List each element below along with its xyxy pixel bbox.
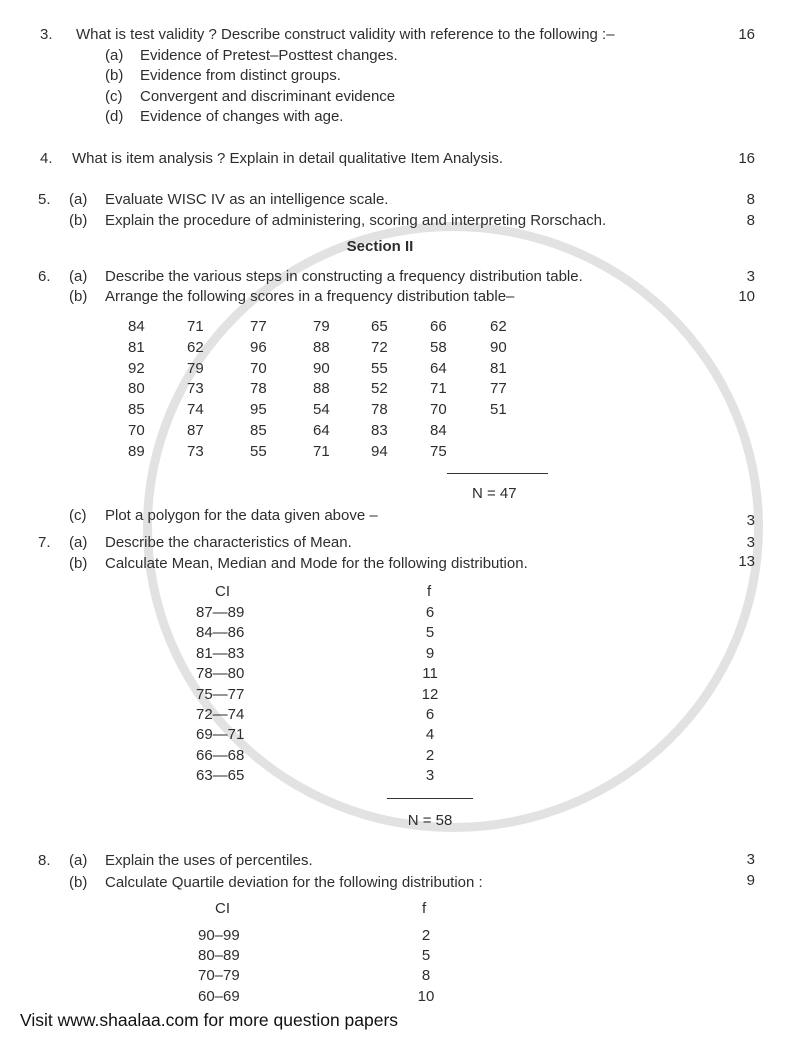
class-interval-cell: 72—74 xyxy=(196,706,245,723)
marks: 3 xyxy=(746,851,755,868)
score-cell: 51 xyxy=(490,401,507,418)
question-text: What is test validity ? Describe construct validity with reference to the following :– xyxy=(76,26,615,43)
score-cell: 73 xyxy=(187,443,204,460)
marks: 13 xyxy=(738,553,755,570)
score-cell: 77 xyxy=(250,318,267,335)
score-cell: 90 xyxy=(313,360,330,377)
class-interval-cell: 90–99 xyxy=(198,927,240,944)
item-label: (c) xyxy=(69,507,87,524)
marks: 16 xyxy=(738,150,755,167)
score-cell: 73 xyxy=(187,380,204,397)
score-cell: 54 xyxy=(313,401,330,418)
score-cell: 64 xyxy=(313,422,330,439)
score-cell: 80 xyxy=(128,380,145,397)
item-text: Calculate Mean, Median and Mode for the following distribution. xyxy=(105,555,528,572)
score-cell: 74 xyxy=(187,401,204,418)
item-label: (b) xyxy=(69,874,88,891)
item-label: (a) xyxy=(69,191,88,208)
score-cell: 87 xyxy=(187,422,204,439)
score-cell: 79 xyxy=(187,360,204,377)
score-cell: 92 xyxy=(128,360,145,377)
score-cell: 81 xyxy=(128,339,145,356)
score-cell: 95 xyxy=(250,401,267,418)
item-text: Plot a polygon for the data given above – xyxy=(105,507,378,524)
score-cell: 79 xyxy=(313,318,330,335)
class-interval-cell: 81—83 xyxy=(196,644,245,662)
question-text: What is item analysis ? Explain in detail qualitative Item Analysis. xyxy=(72,150,504,167)
frequency-cell: 6 xyxy=(425,604,435,621)
score-cell: 71 xyxy=(187,318,204,335)
question-number: 6. xyxy=(38,268,51,285)
score-cell: 84 xyxy=(430,422,447,439)
frequency-cell: 4 xyxy=(425,726,435,744)
frequency-cell: 5 xyxy=(421,947,431,965)
class-interval-cell: 75—77 xyxy=(196,685,245,703)
question-number: 7. xyxy=(38,534,51,551)
score-cell: 85 xyxy=(128,401,145,418)
score-cell: 94 xyxy=(371,443,388,460)
score-cell: 88 xyxy=(313,339,330,356)
score-cell: 78 xyxy=(250,380,267,397)
class-interval-cell: 63—65 xyxy=(196,767,245,785)
item-text: Explain the procedure of administering, scoring and interpreting Rorschach. xyxy=(105,212,607,229)
score-cell: 70 xyxy=(128,422,145,439)
frequency-cell: 5 xyxy=(425,624,435,642)
item-label: (b) xyxy=(69,288,88,305)
footer-link[interactable]: Visit www.shaalaa.com for more question papers xyxy=(20,1010,399,1030)
column-header-f: f xyxy=(422,900,427,917)
score-cell: 77 xyxy=(490,380,507,397)
total-rule xyxy=(387,798,473,799)
score-cell: 83 xyxy=(371,422,388,439)
score-cell: 84 xyxy=(128,318,145,335)
score-cell: 66 xyxy=(430,318,447,335)
marks: 3 xyxy=(746,534,755,551)
column-header-ci: CI xyxy=(215,583,230,600)
score-cell: 52 xyxy=(371,380,388,397)
marks: 3 xyxy=(746,512,755,529)
frequency-cell: 2 xyxy=(421,927,431,944)
frequency-cell: 10 xyxy=(417,987,435,1005)
item-text: Explain the uses of percentiles. xyxy=(105,852,313,869)
item-text: Evaluate WISC IV as an intelligence scale. xyxy=(105,191,389,208)
item-label: (a) xyxy=(105,47,124,64)
item-text: Evidence of changes with age. xyxy=(140,108,344,125)
score-cell: 72 xyxy=(371,339,388,356)
score-cell: 55 xyxy=(371,360,388,377)
marks: 10 xyxy=(738,288,755,305)
item-label: (b) xyxy=(105,67,124,84)
score-cell: 81 xyxy=(490,360,507,377)
score-cell: 71 xyxy=(313,443,330,460)
score-cell: 64 xyxy=(430,360,447,377)
marks: 8 xyxy=(746,191,755,208)
column-header-ci: CI xyxy=(215,900,230,917)
score-cell: 70 xyxy=(430,401,447,418)
frequency-cell: 3 xyxy=(425,767,435,785)
score-cell: 75 xyxy=(430,443,447,460)
frequency-cell: 12 xyxy=(421,685,439,703)
section-heading: Section II xyxy=(346,238,414,255)
item-text: Evidence of Pretest–Posttest changes. xyxy=(140,47,398,64)
score-cell: 70 xyxy=(250,360,267,377)
score-cell: 62 xyxy=(490,318,507,335)
item-text: Evidence from distinct groups. xyxy=(140,67,341,84)
score-cell: 55 xyxy=(250,443,267,460)
marks: 9 xyxy=(746,872,755,889)
score-cell: 90 xyxy=(490,339,507,356)
item-label: (b) xyxy=(69,555,88,572)
question-number: 5. xyxy=(38,191,51,208)
item-label: (a) xyxy=(69,852,88,869)
question-number: 4. xyxy=(40,150,53,167)
item-label: (b) xyxy=(69,212,88,229)
total-rule xyxy=(447,473,548,474)
item-label: (d) xyxy=(105,108,124,125)
frequency-cell: 6 xyxy=(425,706,435,723)
marks: 3 xyxy=(746,268,755,285)
item-text: Describe the characteristics of Mean. xyxy=(105,534,352,551)
marks: 16 xyxy=(738,26,755,43)
question-number: 3. xyxy=(40,26,53,43)
total-n: N = 47 xyxy=(472,485,517,502)
item-text: Arrange the following scores in a frequency distribution table– xyxy=(105,288,515,305)
score-cell: 71 xyxy=(430,380,447,397)
column-header-f: f xyxy=(427,583,432,600)
score-cell: 85 xyxy=(250,422,267,439)
class-interval-cell: 60–69 xyxy=(198,987,240,1005)
score-cell: 65 xyxy=(371,318,388,335)
class-interval-cell: 87—89 xyxy=(196,604,245,621)
class-interval-cell: 66—68 xyxy=(196,746,245,764)
total-n: N = 58 xyxy=(407,812,453,829)
score-cell: 78 xyxy=(371,401,388,418)
score-cell: 62 xyxy=(187,339,204,356)
question-number: 8. xyxy=(38,852,51,869)
frequency-cell: 2 xyxy=(425,746,435,764)
score-cell: 89 xyxy=(128,443,145,460)
score-cell: 58 xyxy=(430,339,447,356)
item-label: (a) xyxy=(69,534,88,551)
class-interval-cell: 80–89 xyxy=(198,947,240,965)
item-label: (c) xyxy=(105,88,123,105)
score-cell: 88 xyxy=(313,380,330,397)
frequency-cell: 8 xyxy=(421,967,431,985)
frequency-cell: 11 xyxy=(422,665,438,683)
score-cell: 96 xyxy=(250,339,267,356)
class-interval-cell: 84—86 xyxy=(196,624,245,642)
class-interval-cell: 78—80 xyxy=(196,665,245,683)
class-interval-cell: 69—71 xyxy=(196,726,245,744)
frequency-cell: 9 xyxy=(425,644,435,662)
item-label: (a) xyxy=(69,268,88,285)
marks: 8 xyxy=(746,212,755,229)
item-text: Describe the various steps in constructing a frequency distribution table. xyxy=(105,268,583,285)
class-interval-cell: 70–79 xyxy=(198,967,240,985)
item-text: Calculate Quartile deviation for the following distribution : xyxy=(105,874,483,891)
item-text: Convergent and discriminant evidence xyxy=(140,88,396,105)
